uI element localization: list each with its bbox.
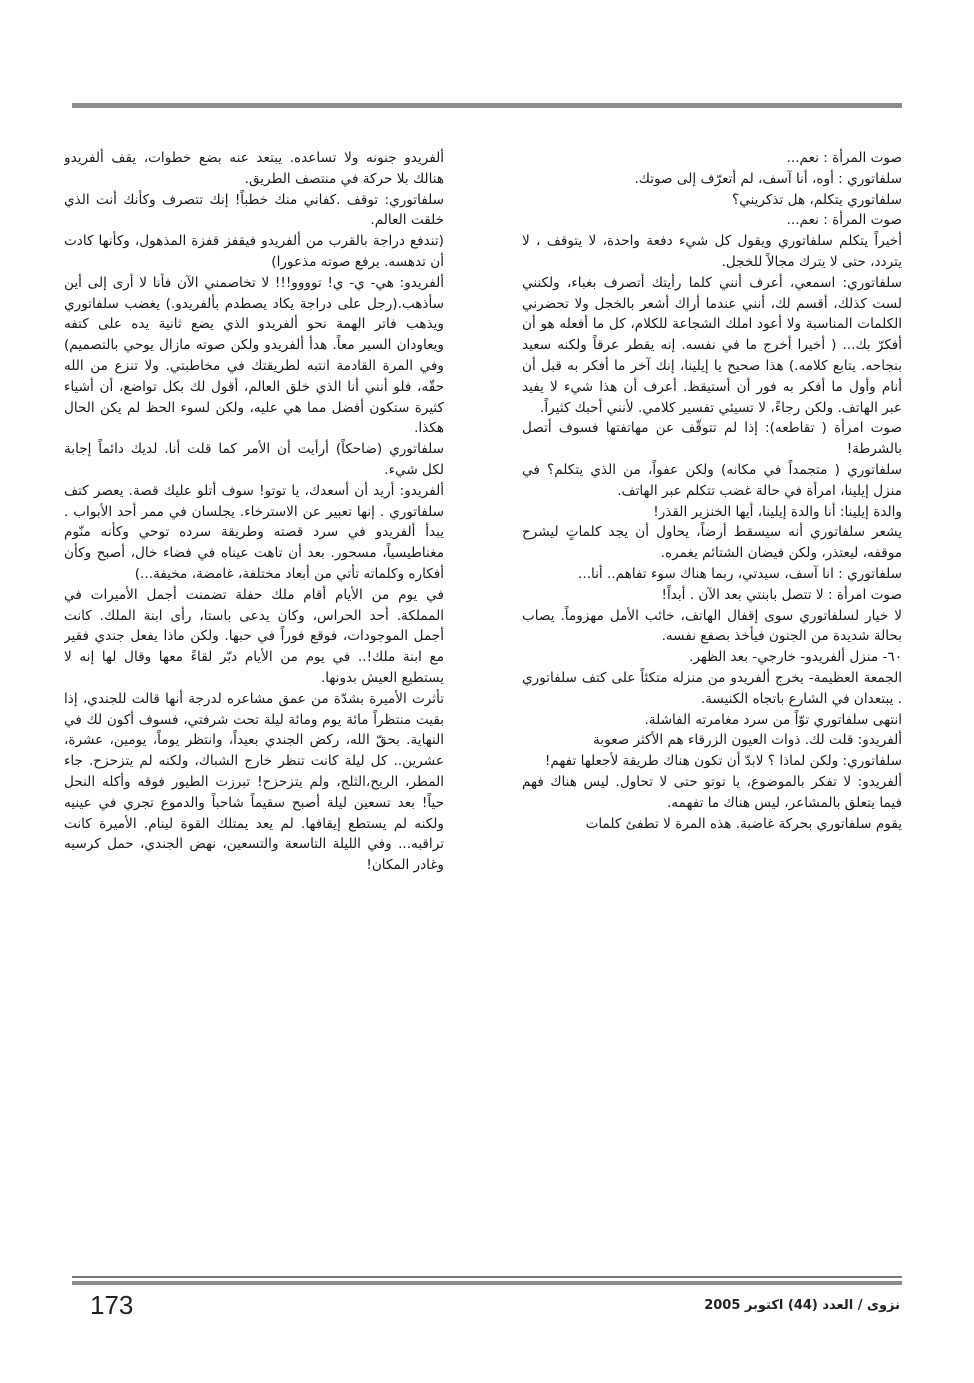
paragraph: سلفاتوري (ضاحكاً) أرأيت أن الأمر كما قلت أنا. لديك دائماً إجابة لكل شيء. <box>64 441 444 478</box>
paragraph: سلفاتوري : أوه، أنا آسف، لم أتعرّف إلى صوتك. <box>634 170 902 187</box>
top-rule <box>72 103 902 108</box>
paragraph: ألفريدو: لا تفكر بالموضوع، يا توتو حتى لا تحاول. ليس هناك فهم فيما يتعلق بالمشاعر، ليس هناك ما تفهمه. <box>522 773 902 811</box>
paragraph: يقوم سلفاتوري بحركة غاضبة. هذه المرة لا تطفئ كلمات <box>585 815 902 832</box>
paragraph: صوت المرأة : نعم... <box>786 212 902 229</box>
page-number: 173 <box>90 1290 134 1320</box>
paragraph: والدة إيلينا: أنا والدة إيلينا، أيها الخنزير القذر! <box>653 503 902 520</box>
bottom-rule-thick <box>72 1281 902 1285</box>
right-column <box>522 148 902 1238</box>
paragraph: ألفريدو جنونه ولا تساعده. يبتعد عنه بضع خطوات، يقف ألفريدو هنالك بلا حركة في منتصف الطريق. <box>64 150 444 187</box>
paragraph: في يوم من الأيام أقام ملك حفلة تضمنت أجمل الأميرات في المملكة. أحد الحراس، وكان يدعى باستا، رأى ابنة الملك. كانت أجمل الموجودات، فوقع فوراً في حبها. ولكن ماذا يفعل جندي فقير مع ابنة ملك!.. في يوم من الأيام دبّر لقاءً معها وقال لها إنه لا يستطيع العيش بدونها. <box>64 586 444 686</box>
paragraph: ألفريدو: هي- ي- ي! توووو!!! لا تخاصمني الآن فأنا لا أرى إلى أين سأذهب.(رجل على دراجة يكاد يصطدم بألفريدو.) يغضب سلفاتوري ويذهب فاتر الهمة نحو ألفريدو الذي يضع ثانية يده على كتفه ويعاودان السير معاً. هدأ ألفريدو ولكن صوته مازال يوحي بالتصميم) وفي المرة القادمة انتبه لطريقتك في مخاطبتي. ولا تنزع من الله حقّه، فلو أنني أنا الذي خلق العالم، أقول لك بكل تواضع، أن أشياء كثيرة ستكون أفضل مما هي عليه، ولكن لسوء الحظ لم يكن الحال هكذا. <box>64 274 444 437</box>
paragraph: انتهى سلفاتوري توّاً من سرد مغامرته الفاشلة. <box>644 711 902 728</box>
paragraph: صوت امرأة : لا تتصل بابنتي بعد الآن . أبداً! <box>661 586 902 603</box>
paragraph: سلفاتوري: توقف .كفاني منك خطباً! إنك تتصرف وكأنك أنت الذي خلقت العالم. <box>64 191 444 229</box>
paragraph: صوت المرأة : نعم... <box>786 150 902 166</box>
scene-heading: ٦٠- منزل ألفريدو- خارجي- بعد الظهر. <box>689 649 902 666</box>
paragraph: سلفاتوري: اسمعي، أعرف أنني كلما رأيتك أتصرف بغباء، ولكنني لست كذلك، أقسم لك، أنني عندما أراك أشعر بالخجل ولا تحضرني الكلمات المناسبة ولا أعود املك الشجاعة للكلام، كل ما أفعله هو أن أفكرّ بك... ( أخيرا أخرج ما في نفسه. إنه يقطر عرقاً ولكنه سعيد بنجاحه. يتابع كلامه.) هذا صحيح يا إيلينا، إنك آخر ما أفكر به قبل أن أنام وأول ما أفكر به فور أن أستيقظ. أعرف أن هذا شيء لا يفيد عبر الهاتف. ولكن رجاءً، لا تسيئي تفسير كلامي. لأنني أحبك كثيراً. <box>522 274 902 416</box>
paragraph: أخيراً يتكلم سلفاتوري ويقول كل شيء دفعة واحدة، لا يتوقف ، لا يتردد، حتى لا يترك مجالاً للخجل. <box>522 233 902 270</box>
paragraph: ألفريدو: قلت لك. ذوات العيون الزرقاء هم الأكثر صعوبة <box>593 732 902 749</box>
paragraph: تأثرت الأميرة بشدّة من عمق مشاعره لدرجة أنها قالت للجندي، إذا بقيت منتظراً مائة يوم ومائة ليلة تحت شرفتي، فسوف أكون لك في النهاية. بحقّ الله، ركض الجندي بعيداً، وانتظر يوماً، يومين، عشرة، عشرين.. كل ليلة كانت تنظر خارج الشباك، ولكنه لم يتزحزح. جاء المطر، الريح،الثلج، ولم يتزحزح! تبرزت الطيور فوقه وأكله النحل حياً! بعد تسعين ليلة أصبح سقيماً شاحباً والدموع تجري في عينيه ولكنه لم يستطع إيقافها. لم يعد يمتلك القوة لينام. الأميرة كانت تراقبه... وفي الليلة التاسعة والتسعين، نهض الجندي، حمل كرسيه وغادر المكان! <box>64 690 444 874</box>
paragraph: سلفاتوري ( متجمداً في مكانه) ولكن عفواً، من الذي يتكلم؟ في منزل إيلينا، امرأة في حالة غضب تتكلم عبر الهاتف. <box>522 461 902 499</box>
paragraph: يشعر سلفاتوري أنه سيسقط أرضاً، يحاول أن يجد كلماتٍ ليشرح موقفه، ليعتذر، ولكن فيضان الشتائم يغمره. <box>522 524 902 562</box>
paragraph: سلفاتوري يتكلم، هل تذكريني؟ <box>732 191 902 208</box>
paragraph: سلفاتوري : انا آسف، سيدتي، ربما هناك سوء تفاهم.. أنا... <box>578 565 902 582</box>
paragraph: سلفاتوري: ولكن لماذا ؟ لابدّ أن تكون هناك طريقة لأجعلها تفهم! <box>544 753 902 770</box>
issue-info: نزوى / العدد (44) اكتوبر 2005 <box>704 1298 900 1313</box>
bottom-rule <box>72 1276 902 1278</box>
paragraph: الجمعة العظيمة- يخرج ألفريدو من منزله متكئاً على كتف سلفاتوري . يبتعدان في الشارع باتجاه الكنيسة. <box>522 669 902 707</box>
paragraph: صوت امرأة ( تقاطعه): إذا لم تتوقّف عن مهاتفتها فسوف أتصل بالشرطة! <box>522 420 902 458</box>
paragraph: ألفريدو: أريد أن أسعدك، يا توتو! سوف أتلو عليك قصة. يعصر كتف سلفاتوري . إنها تعبير عن الاسترخاء. يجلسان في ممر أحد الأبواب . يبدأ ألفريدو في سرد قصته وطريقة سرده توحي وكأنه منّوم مغناطيسياً، مسحور. بعد أن تاهت عيناه في فضاء خال، أصبح وكأن أفكاره وكلماته تأتي من أبعاد مختلفة، غامضة، مخيفة...) <box>64 482 444 582</box>
paragraph: (تندفع دراجة بالقرب من ألفريدو فيقفز قفزة المذهول، وكأنها كادت أن تدهسه. يرفع صوته مذعورا) <box>64 233 444 270</box>
left-column <box>64 148 444 1238</box>
paragraph: لا خيار لسلفاتوري سوى إقفال الهاتف، خائب الأمل مهزوماً. يصاب بحالة شديدة من الجنون فيأخذ بصفع نفسه. <box>522 607 902 645</box>
